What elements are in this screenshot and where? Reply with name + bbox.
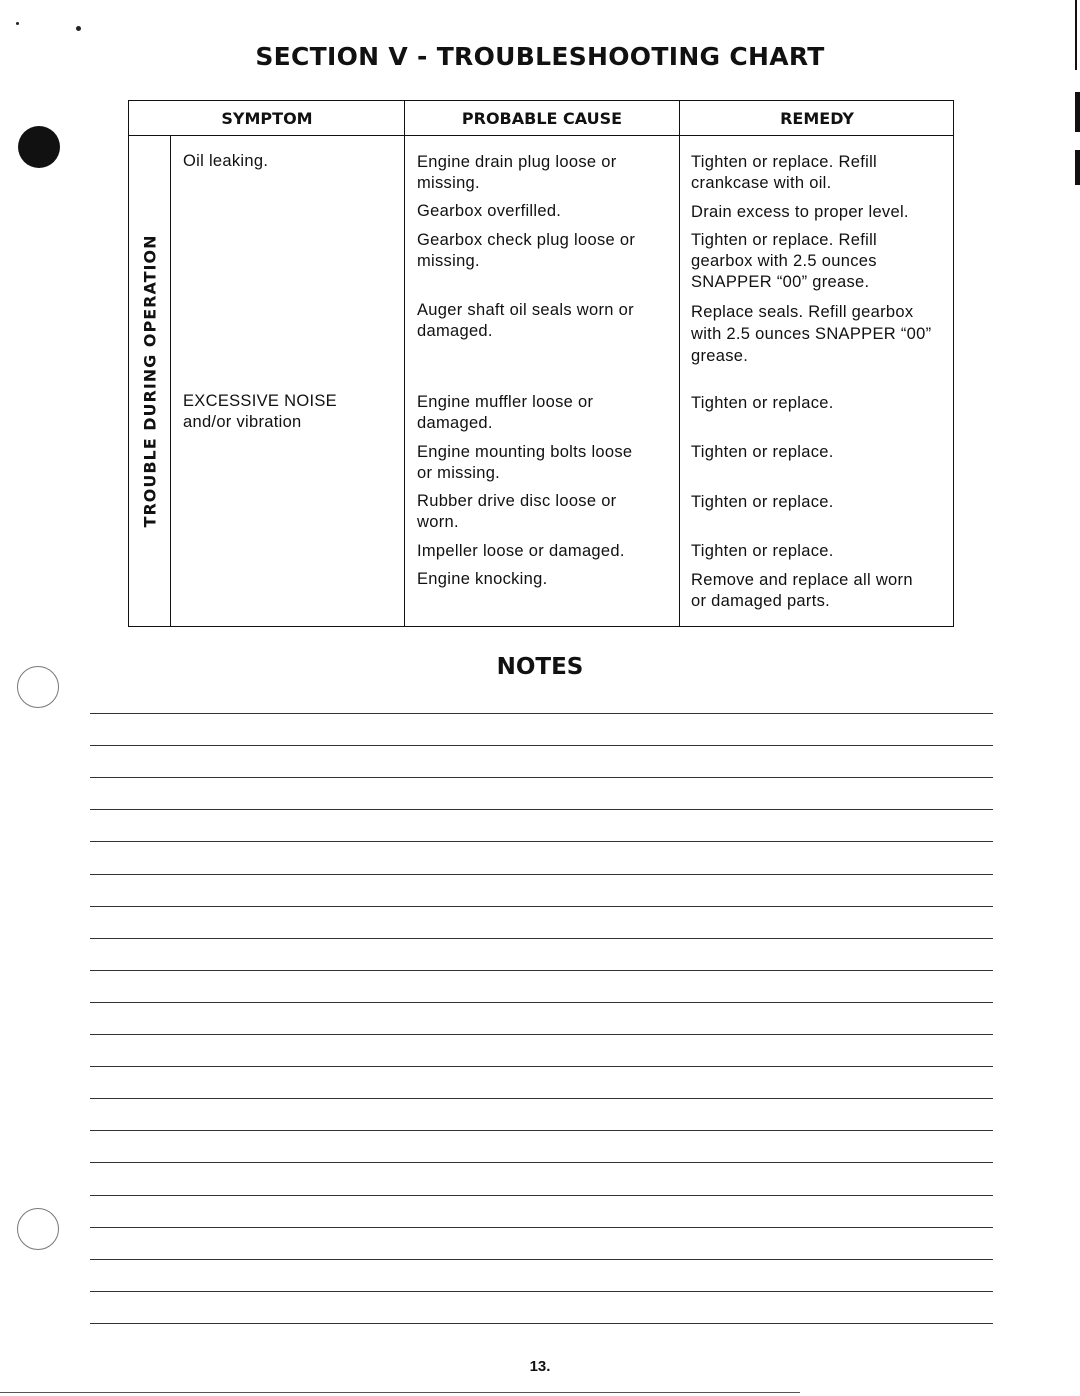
note-rule-line [90,1291,993,1292]
note-rule-line [90,1227,993,1228]
symptom-excessive-noise: EXCESSIVE NOISE and/or vibration [183,392,337,431]
cause-cell: Engine mounting bolts loose or missing. [417,443,633,482]
note-rule-line [90,809,993,810]
header-probable-cause: PROBABLE CAUSE [461,109,623,128]
troubleshooting-chart [128,100,954,627]
remedy-cell: Tighten or replace. [691,443,834,461]
column-divider [679,101,680,626]
remedy-cell: Drain excess to proper level. [691,203,909,221]
note-rule-line [90,841,993,842]
note-rule-line [90,1002,993,1003]
scan-dot [76,26,81,31]
page-title: SECTION V - TROUBLESHOOTING CHART [255,42,825,71]
remedy-cell: Tighten or replace. Refill gearbox with 2.5 ounces SNAPPER “00” grease. [691,231,878,291]
note-rule-line [90,938,993,939]
header-symptom: SYMPTOM [221,109,313,128]
note-rule-line [90,777,993,778]
cause-cell: Impeller loose or damaged. [417,542,625,560]
note-rule-line [90,1323,993,1324]
note-rule-line [90,874,993,875]
remedy-cell: Tighten or replace. Refill crankcase with oil. [691,153,878,192]
note-rule-line [90,970,993,971]
note-rule-line [90,1259,993,1260]
symptom-oil-leaking: Oil leaking. [183,152,269,170]
cause-cell: Auger shaft oil seals worn or damaged. [417,301,634,340]
note-rule-line [90,1130,993,1131]
notes-heading: NOTES [496,654,584,680]
side-label: TROUBLE DURING OPERATION [140,234,160,528]
cause-cell: Engine drain plug loose or missing. [417,153,617,192]
note-rule-line [90,1162,993,1163]
remedy-cell: Tighten or replace. [691,493,834,511]
cause-cell: Gearbox overfilled. [417,202,562,220]
side-label-cell [129,136,171,626]
cause-cell: Engine knocking. [417,570,548,588]
punch-hole-circle [17,1208,59,1250]
page-number: 13. [529,1358,551,1375]
punch-hole-blot [18,126,60,168]
note-rule-line [90,1034,993,1035]
cause-cell: Engine muffler loose or damaged. [417,393,594,432]
note-rule-line [90,745,993,746]
scan-dot [16,22,19,25]
remedy-cell: Remove and replace all worn or damaged parts. [691,571,913,610]
cause-cell: Rubber drive disc loose or worn. [417,492,617,531]
page-edge-mark [1075,150,1080,185]
bottom-edge-line [0,1392,800,1393]
note-rule-line [90,906,993,907]
note-rule-line [90,713,993,714]
column-divider [404,101,405,626]
remedy-cell: Replace seals. Refill gearbox with 2.5 ounces SNAPPER “00” grease. [691,303,932,365]
page-edge-mark [1075,92,1080,132]
remedy-cell: Tighten or replace. [691,542,834,560]
note-rule-line [90,1098,993,1099]
note-rule-line [90,1066,993,1067]
note-rule-line [90,1195,993,1196]
header-remedy: REMEDY [780,109,854,128]
cause-cell: Gearbox check plug loose or missing. [417,231,636,270]
remedy-cell: Tighten or replace. [691,394,834,412]
